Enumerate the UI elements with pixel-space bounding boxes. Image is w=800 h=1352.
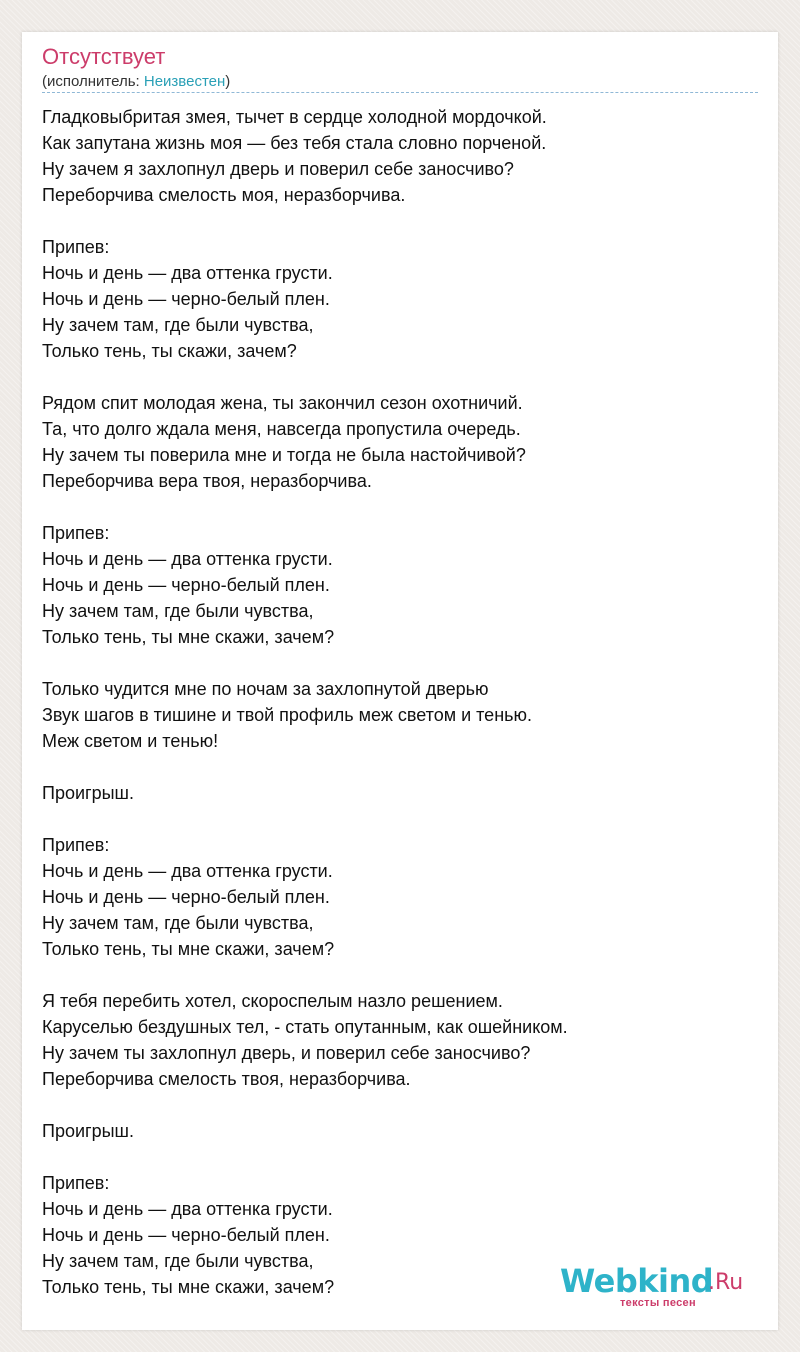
lyric-line [42, 754, 758, 780]
lyric-line: Ну зачем ты захлопнул дверь, и поверил себе заносчиво? [42, 1043, 531, 1063]
lyric-line [42, 1144, 758, 1170]
lyric-line: Только тень, ты мне скажи, зачем? [42, 939, 335, 959]
artist-prefix: (исполнитель: [42, 73, 144, 90]
lyric-line: Ночь и день — черно-белый плен. [42, 1225, 330, 1245]
lyric-line: Меж светом и тенью! [42, 731, 219, 751]
lyric-line: Ночь и день — черно-белый плен. [42, 575, 330, 595]
lyric-line: Рядом спит молодая жена, ты закончил сезон охотничий. [42, 393, 523, 413]
lyric-line: Я тебя перебить хотел, скороспелым назло решением. [42, 991, 503, 1011]
lyric-line: Только тень, ты мне скажи, зачем? [42, 627, 335, 647]
lyric-line: Ну зачем там, где были чувства, [42, 1251, 314, 1271]
song-title: Отсутствует [42, 44, 166, 69]
lyric-line: Ну зачем там, где были чувства, [42, 913, 314, 933]
lyric-line: Ну зачем там, где были чувства, [42, 601, 314, 621]
lyric-line: Припев: [42, 237, 110, 257]
lyric-line [42, 806, 758, 832]
webkind-logo[interactable] [560, 1262, 750, 1308]
lyric-line: Только тень, ты мне скажи, зачем? [42, 1277, 335, 1297]
lyric-line: Переборчива смелость моя, неразборчива. [42, 185, 406, 205]
lyric-line: Ночь и день — черно-белый плен. [42, 289, 330, 309]
lyric-line: Ночь и день — два оттенка грусти. [42, 1199, 333, 1219]
lyric-line: Каруселью бездушных тел, - стать опутанным, как ошейником. [42, 1017, 568, 1037]
artist-suffix: ) [225, 73, 231, 90]
header-divider [42, 92, 758, 93]
lyrics-text [42, 104, 758, 1300]
lyric-line [42, 364, 758, 390]
lyric-line [42, 494, 758, 520]
lyric-line: Переборчива вера твоя, неразборчива. [42, 471, 372, 491]
lyric-line: Припев: [42, 523, 110, 543]
lyric-line [42, 962, 758, 988]
lyric-line: Припев: [42, 835, 110, 855]
lyric-line: Только чудится мне по ночам за захлопнутой дверью [42, 679, 489, 699]
lyric-line: Ночь и день — два оттенка грусти. [42, 861, 333, 881]
lyric-line: Ночь и день — черно-белый плен. [42, 887, 330, 907]
lyric-line: Переборчива смелость твоя, неразборчива. [42, 1069, 411, 1089]
lyric-line [42, 1092, 758, 1118]
lyric-line: Припев: [42, 1173, 110, 1193]
lyric-line: Та, что долго ждала меня, навсегда пропустила очередь. [42, 419, 521, 439]
lyric-line: Ну зачем там, где были чувства, [42, 315, 314, 335]
lyrics-card [22, 32, 778, 1330]
lyric-line: Только тень, ты скажи, зачем? [42, 341, 297, 361]
logo-tagline: тексты песен [620, 1297, 696, 1309]
lyric-line: Гладковыбритая змея, тычет в сердце холодной мордочкой. [42, 107, 547, 127]
artist-link[interactable]: Неизвестен [143, 73, 226, 90]
artist-line [42, 73, 230, 90]
lyric-line: Ну зачем я захлопнул дверь и поверил себе заносчиво? [42, 159, 514, 179]
lyric-line: Проигрыш. [42, 1121, 134, 1141]
lyric-line: Ну зачем ты поверила мне и тогда не была настойчивой? [42, 445, 526, 465]
lyric-line: Проигрыш. [42, 783, 134, 803]
lyric-line: Ночь и день — два оттенка грусти. [42, 549, 333, 569]
logo-main-text: Webkind [560, 1262, 714, 1300]
lyric-line: Ночь и день — два оттенка грусти. [42, 263, 333, 283]
lyric-line: Как запутана жизнь моя — без тебя стала словно порченой. [42, 133, 547, 153]
logo-suffix-text: .Ru [708, 1270, 744, 1295]
lyric-line [42, 208, 758, 234]
lyric-line: Звук шагов в тишине и твой профиль меж светом и тенью. [42, 705, 533, 725]
lyric-line [42, 650, 758, 676]
